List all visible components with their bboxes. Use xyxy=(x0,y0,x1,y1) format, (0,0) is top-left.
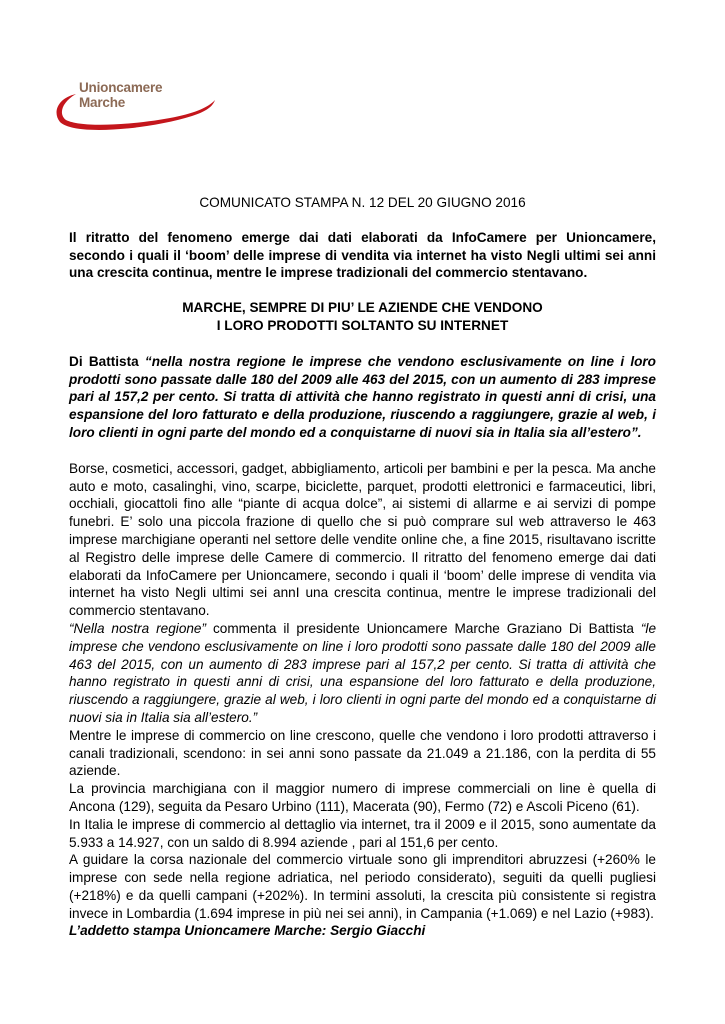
logo-wordmark xyxy=(79,80,162,110)
press-release-body xyxy=(69,194,656,940)
logo-line-1: Unioncamere xyxy=(79,80,163,95)
body-paragraph-1: Borse, cosmetici, accessori, gadget, abbigliamento, articoli per bambini e per la pesca. Ma anche auto e moto, casalinghi, vino, scarpe, biciclette, parquet, prodotti elettronici e farmaceutici, libri, occhiali, giocattoli fino alle “piante di acqua dolce”, ai sistemi di allarme e ai servizi di pompe funebri. E’ solo una piccola frazione di quello che si può comprare sul web attraverso le 463 imprese marchigiane operanti nel settore delle vendite online che, a fine 2015, risultavano iscritte al Registro delle imprese delle Camere di commercio. Il ritratto del fenomeno emerge dai dati elaborati da InfoCamere per Unioncamere, secondo i quali il ‘boom’ delle imprese di vendita via internet ha visto Negli ultimi sei annI una crescita continua, mentre le imprese tradizionali del commercio stentavano. xyxy=(69,460,656,619)
p2-italic-open: “Nella nostra regione” xyxy=(69,620,207,636)
body-paragraph-4: La provincia marchigiana con il maggior numero di imprese commerciali on line è quella di Ancona (129), seguita da Pesaro Urbino (111), Macerata (90), Fermo (72) e Ascoli Piceno (61). xyxy=(69,781,656,814)
quote-paragraph xyxy=(69,353,656,442)
logo-line-2: Marche xyxy=(79,95,126,110)
quote-speaker: Di Battista xyxy=(69,353,145,369)
quote-text: “nella nostra regione le imprese che vendono esclusivamente on line i loro prodotti sono passate dalle 180 del 2009 alle 463 del 2015, con un aumento di 283 imprese pari al 157,2 per cento. Si tratta di attività che hanno registrato in questi anni di crisi, una espansione del loro fatturato e della produzione, riuscendo a raggiungere, grazie al web, i loro clienti in ogni parte del mondo ed a conquistarne di nuovi sia in Italia sia all’estero”. xyxy=(69,353,656,440)
lead-paragraph: Il ritratto del fenomeno emerge dai dati elaborati da InfoCamere per Unioncamere, secondo i quali il ‘boom’ delle imprese di vendita via internet ha visto Negli ultimi sei anni una crescita continua, mentre le imprese tradizionali del commercio stentavano. xyxy=(69,229,656,281)
p2-italic-quote: “le imprese che vendono esclusivamente on line i loro prodotti sono passate dalle 180 del 2009 alle 463 del 2015, con un aumento di 283 imprese pari al 157,2 per cento. Si tratta di attività che hanno registrato in questi anni di crisi, una espansione del loro fatturato e della produzione, riuscendo a raggiungere, grazie al web, i loro clienti in ogni parte del mondo ed a conquistarne di nuovi sia in Italia sia all’estero.” xyxy=(69,620,656,725)
body-paragraph-5: In Italia le imprese di commercio al dettaglio via internet, tra il 2009 e il 2015, sono aumentate da 5.933 a 14.927, con un saldo di 8.994 aziende , pari al 151,6 per cento. xyxy=(69,816,656,850)
body-paragraph-6: A guidare la corsa nazionale del commercio virtuale sono gli imprenditori abruzzesi (+260% le imprese con sede nella regione adriatica, nel periodo considerato), seguiti da quelli pugliesi (+218%) e da quelli campani (+202%). In termini assoluti, la crescita più consistente si registra invece in Lombardia (1.694 imprese in più nei sei anni), in Campania (+1.069) e nel Lazio (+983). xyxy=(69,852,656,921)
subheading xyxy=(69,299,656,335)
page-title: COMUNICATO STAMPA N. 12 DEL 20 GIUGNO 2016 xyxy=(199,195,526,210)
body-paragraph-2 xyxy=(69,620,656,727)
subheading-line-1: MARCHE, SEMPRE DI PIU’ LE AZIENDE CHE VENDONO xyxy=(182,300,543,316)
subheading-line-2: I LORO PRODOTTI SOLTANTO SU INTERNET xyxy=(216,317,509,333)
body-paragraph-3: Mentre le imprese di commercio on line crescono, quelle che vendono i loro prodotti attraverso i canali tradizionali, scendono: in sei anni sono passate da 21.049 a 21.186, con la perdita di 55 aziende. xyxy=(69,727,656,779)
p2-plain: commenta il presidente Unioncamere Marche Graziano Di Battista xyxy=(206,620,641,636)
unioncamere-logo xyxy=(52,78,222,134)
press-officer-signature: L’addetto stampa Unioncamere Marche: Sergio Giacchi xyxy=(69,923,426,939)
